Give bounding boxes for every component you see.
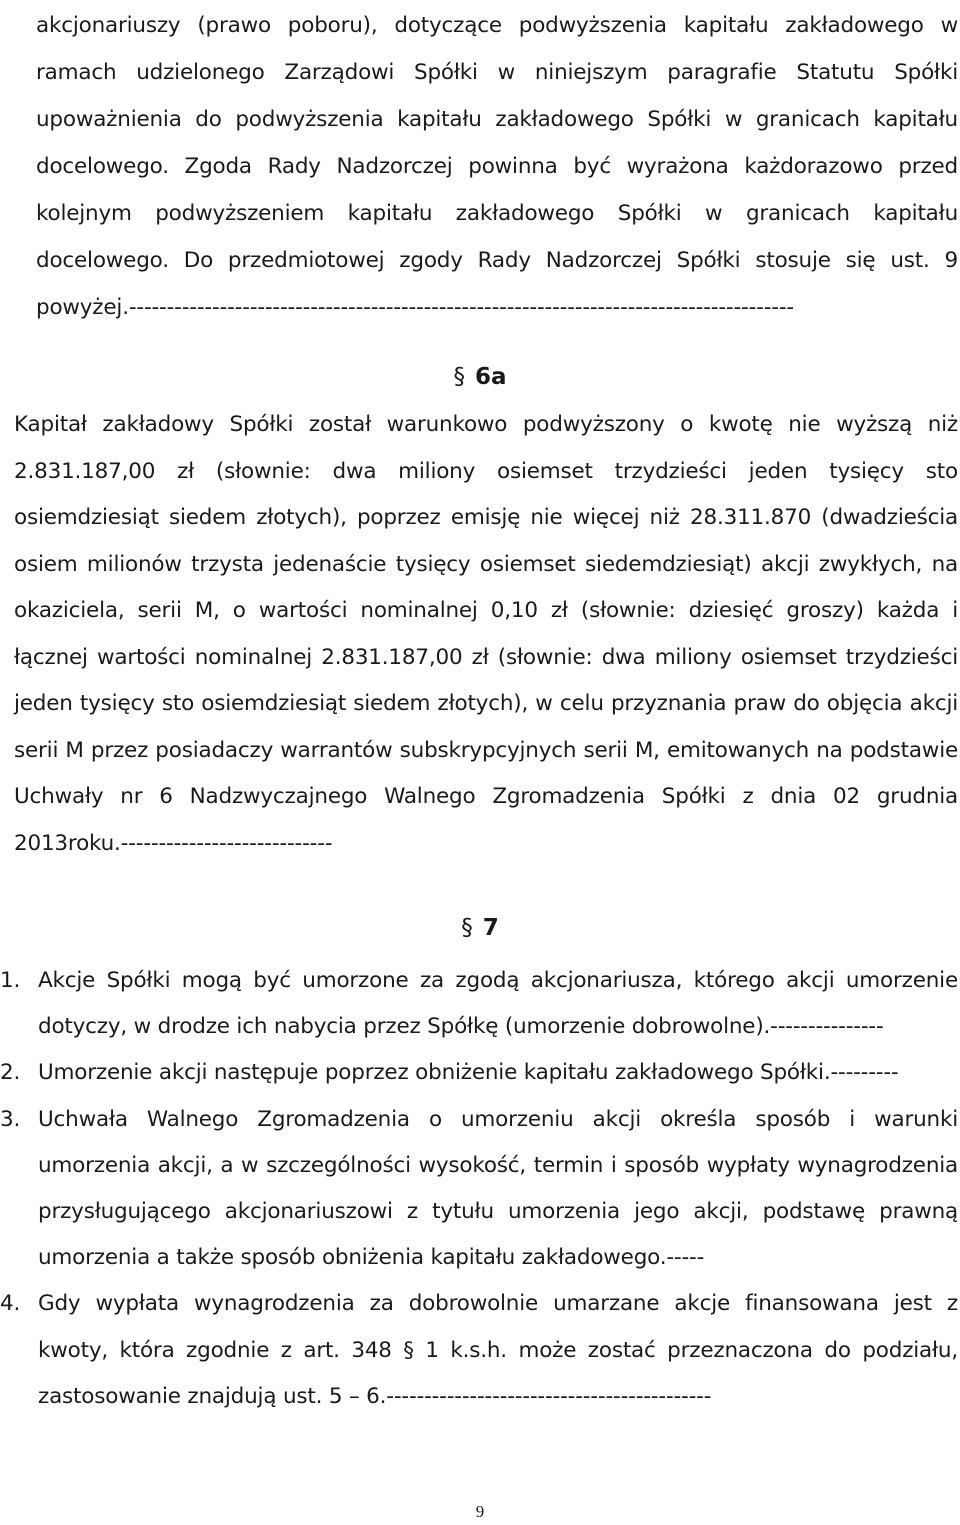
section-6a-paragraph: Kapitał zakładowy Spółki został warunkowo podwyższony o kwotę nie wyższą niż 2.831.187,00 zł (słownie: dwa miliony osiemset trzydzieści jeden tysięcy sto osiemdziesiąt siedem złotych), poprzez emisję nie więcej niż 28.311.870 (dwadzieścia osiem milionów trzysta jedenaście tysięcy osiemset siedemdziesiąt) akcji zwykłych, na okaziciela, serii M, o wartości nominalnej 0,10 zł (słownie: dziesięć groszy) każda i łącznej wartości nominalnej 2.831.187,00 zł (słownie: dwa miliony osiemset trzydzieści jeden tysięcy sto osiemdziesiąt siedem złotych), w celu przyznania praw do objęcia akcji serii M przez posiadaczy warrantów subskrypcyjnych serii M, emitowanych na podstawie Uchwały nr 6 Nadzwyczajnego Walnego Zgromadzenia Spółki z dnia 02 grudnia 2013roku.----------------------------	[14, 412, 958, 856]
list-item-text: Gdy wypłata wynagrodzenia za dobrowolnie umarzane akcje finansowana jest z kwoty, która zgodnie z art. 348 § 1 k.s.h. może zostać przeznaczona do podziału, zastosowanie znajdują ust. 5 – 6.-------------------------------------------	[38, 1291, 958, 1409]
section-symbol-icon: §	[461, 915, 473, 941]
section-7-number: 7	[482, 915, 499, 941]
list-item-number: 4.	[0, 1291, 21, 1317]
page-number: 9	[475, 1502, 485, 1521]
list-item	[0, 958, 958, 1050]
list-item	[0, 1097, 958, 1282]
paragraph-top: akcjonariuszy (prawo poboru), dotyczące podwyższenia kapitału zakładowego w ramach udzielonego Zarządowi Spółki w niniejszym paragrafie Statutu Spółki upoważnienia do podwyższenia kapitału zakładowego Spółki w granicach kapitału docelowego. Zgoda Rady Nadzorczej powinna być wyrażona każdorazowo przed kolejnym podwyższeniem kapitału zakładowego Spółki w granicach kapitału docelowego. Do przedmiotowej zgody Rady Nadzorczej Spółki stosuje się ust. 9 powyżej.----------------------------------------------------------------------------------------	[36, 13, 958, 320]
section-7-list	[0, 958, 958, 1420]
section-6a-number: 6a	[474, 364, 507, 390]
list-item-text: Uchwała Walnego Zgromadzenia o umorzeniu akcji określa sposób i warunki umorzenia akcji, a w szczególności wysokość, termin i sposób wypłaty wynagrodzenia przysługującego akcjonariuszowi z tytułu umorzenia jego akcji, podstawę prawną umorzenia a także sposób obniżenia kapitału zakładowego.-----	[38, 1106, 958, 1271]
list-item-number: 2.	[0, 1060, 21, 1086]
section-symbol-icon: §	[453, 364, 465, 390]
list-item-number: 1.	[0, 968, 21, 993]
section-6a-heading	[0, 364, 960, 390]
list-item	[0, 1281, 958, 1420]
list-item-number: 3.	[0, 1106, 21, 1132]
list-item-text: Akcje Spółki mogą być umorzone za zgodą akcjonariusza, którego akcji umorzenie dotyczy, w drodze ich nabycia przez Spółkę (umorzenie dobrowolne).---------------	[38, 968, 958, 1040]
list-item-text: Umorzenie akcji następuje poprzez obniżenie kapitału zakładowego Spółki.---------	[38, 1060, 899, 1086]
list-item	[0, 1050, 958, 1096]
section-7-heading	[0, 915, 960, 941]
